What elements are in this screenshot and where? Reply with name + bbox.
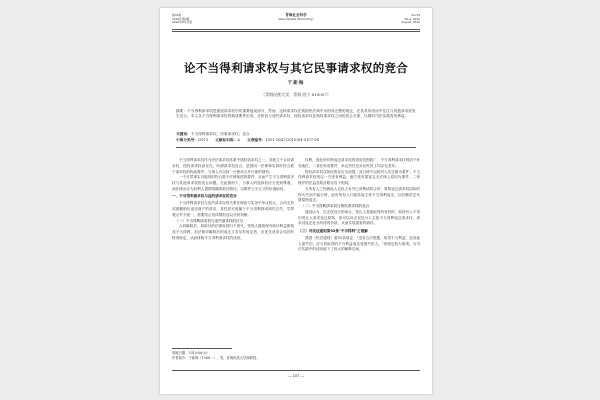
footnote-received: [172, 351, 294, 356]
body-paragraph: 权利，因此所有物返还请求权的适用范围较广，不当得利请求权则居于补充地位，二者在构成要件、举证责任及诉讼时效上均存在差异。: [298, 158, 420, 168]
page-number-value: 107: [292, 374, 300, 378]
footnote-rule: [172, 348, 232, 349]
body-paragraph: 不当得利请求权与违约请求权的关系在理论与实务中争议较大，合同无效或被撤销后返还财产的请求，其性质究竟属于不当得利抑或缔约过失，学界观点并不统一，需要结合具体情形加以分析判断。: [172, 201, 294, 217]
body-paragraph: 通说认为，在无权处分的场合，受让人善意取得所有权时，原所有人不得向受让人请求返还原物，但可以向无权处分人主张不当得利返还请求权，请求其返还处分所得的价款，从而实现损害的填补。: [298, 209, 420, 226]
doc-code-label: 文献标识码：: [215, 138, 238, 142]
header-right: [401, 14, 420, 25]
volume-cn: 第39卷: [172, 13, 182, 17]
article-number: 1001-5647(2010)04-0107-04: [265, 138, 319, 142]
body-column-left: [172, 158, 294, 242]
journal-title-en: New Heights (Bimonthly): [278, 16, 314, 21]
received-label: 收稿日期：: [172, 351, 189, 355]
body-paragraph: 物权请求权以物权的存在为前提，其行使不以相对人有过错为要件；不当得利请求权则以一方受有利益、他方受有损害且无法律上原因为要件，二者保护的法益及救济路径各不相同。: [298, 169, 420, 185]
classification-line: [176, 138, 416, 143]
date-cn: 2010年8月出版: [172, 20, 193, 24]
body-paragraph: 我国《民法通则》第92条规定："没有合法根据，取得不当利益，造成他人损失的，应当将取得的不当利益返还受损失的人。"该规定较为原则，为司法实践中的适用留下了较大的解释空间。: [298, 235, 420, 252]
article-title: 论不当得利请求权与其它民事请求权的竞合: [183, 61, 409, 75]
issue-en: No.4, 2010: [404, 16, 420, 21]
meta-rule: [176, 147, 416, 148]
author-info-label: 作者简介：: [172, 356, 189, 360]
issue-cn: 2010年第4期: [172, 16, 190, 21]
author-affiliation: （青海民族大学，青海 西宁 810007）: [261, 92, 331, 97]
author-info: 于新海（1966－），男，青海民族大学副教授。: [188, 356, 260, 360]
journal-title-cn: 青海社会科学: [285, 13, 307, 17]
header-rule-double: [172, 31, 420, 32]
class-number: D913: [198, 138, 209, 142]
journal-page: [160, 8, 432, 394]
volume-en: Vol.39: [411, 13, 420, 17]
body-paragraph: 不当得利请求权作为民法请求权体系中债权请求权之一，其独立于合同请求权、侵权请求权而存在。所谓请求权竞合，是指同一法律事实同时符合数个请求权的构成要件，当事人可以择一行使或合并行使的情形。: [172, 158, 294, 174]
header-center: [172, 14, 420, 21]
article-number-label: 文章编号：: [247, 138, 266, 142]
keywords-label: 关键词：: [176, 132, 191, 136]
date-en: August, 2010: [401, 20, 420, 24]
subsection-heading: （二）不当得利请求权与物权请求权的竞合: [301, 204, 370, 208]
footnote-author: [172, 356, 294, 361]
subsection-heading: （一）不当得利请求权与违约请求权的区分: [175, 218, 244, 223]
section-heading: 一、不当得利请求权与违约请求权的竞合: [172, 194, 237, 198]
received-date: 2010-06-20: [188, 351, 208, 355]
body-paragraph: 一个自然事实可能同时符合数个法律规范的要件，从而产生不当得利请求权与其他请求权的竞合问题。在此情形下，当事人的选择权应当受到尊重，而法律亦应为权利人提供明确的救济路径，以维护公平正义的价值取向。: [172, 175, 294, 191]
body-paragraph: 合同解除后，原给付的法律原因归于消灭，受领人继续保有给付利益即构成不当得利，但法律对解除后的返还义务另有规定者，应优先适用合同法的特别规定，从而排除不当得利请求权的适用。: [172, 224, 294, 240]
body-paragraph: 当所有人之物被他人无权占有并已消费或转让时，原物返还请求权因标的物灭失而不能行使，此时所有人只能转而主张不当得利返还，以价额偿还代替原物返还。: [298, 186, 420, 203]
doc-code: A: [237, 138, 240, 142]
keywords-line: [176, 132, 416, 137]
body-column-right: [298, 158, 420, 253]
subsection-heading-bold: （三）对民法通则第92条"不当得利"之理解: [298, 228, 368, 233]
class-label: 中图分类号：: [176, 138, 199, 142]
running-header: [172, 14, 420, 28]
keywords: 不当得利请求权；民事请求权；竞合: [190, 132, 250, 136]
page-number: — 107 —: [287, 374, 305, 378]
footer-rule: [172, 370, 420, 371]
abstract: 摘要：不当得利请求权是债权请求权中的重要组成部分，然而，这种请求权在我国民法典中未形成完整的规定，在其具体适用中往往与其他请求权发生竞合。本文从不当得利请求权的构成要件出发，分析其与违约请求权、侵权请求权及物权请求权之间的竞合关系，以期对司法实践有所裨益。: [176, 109, 416, 119]
article-author: 于新海: [287, 81, 305, 86]
